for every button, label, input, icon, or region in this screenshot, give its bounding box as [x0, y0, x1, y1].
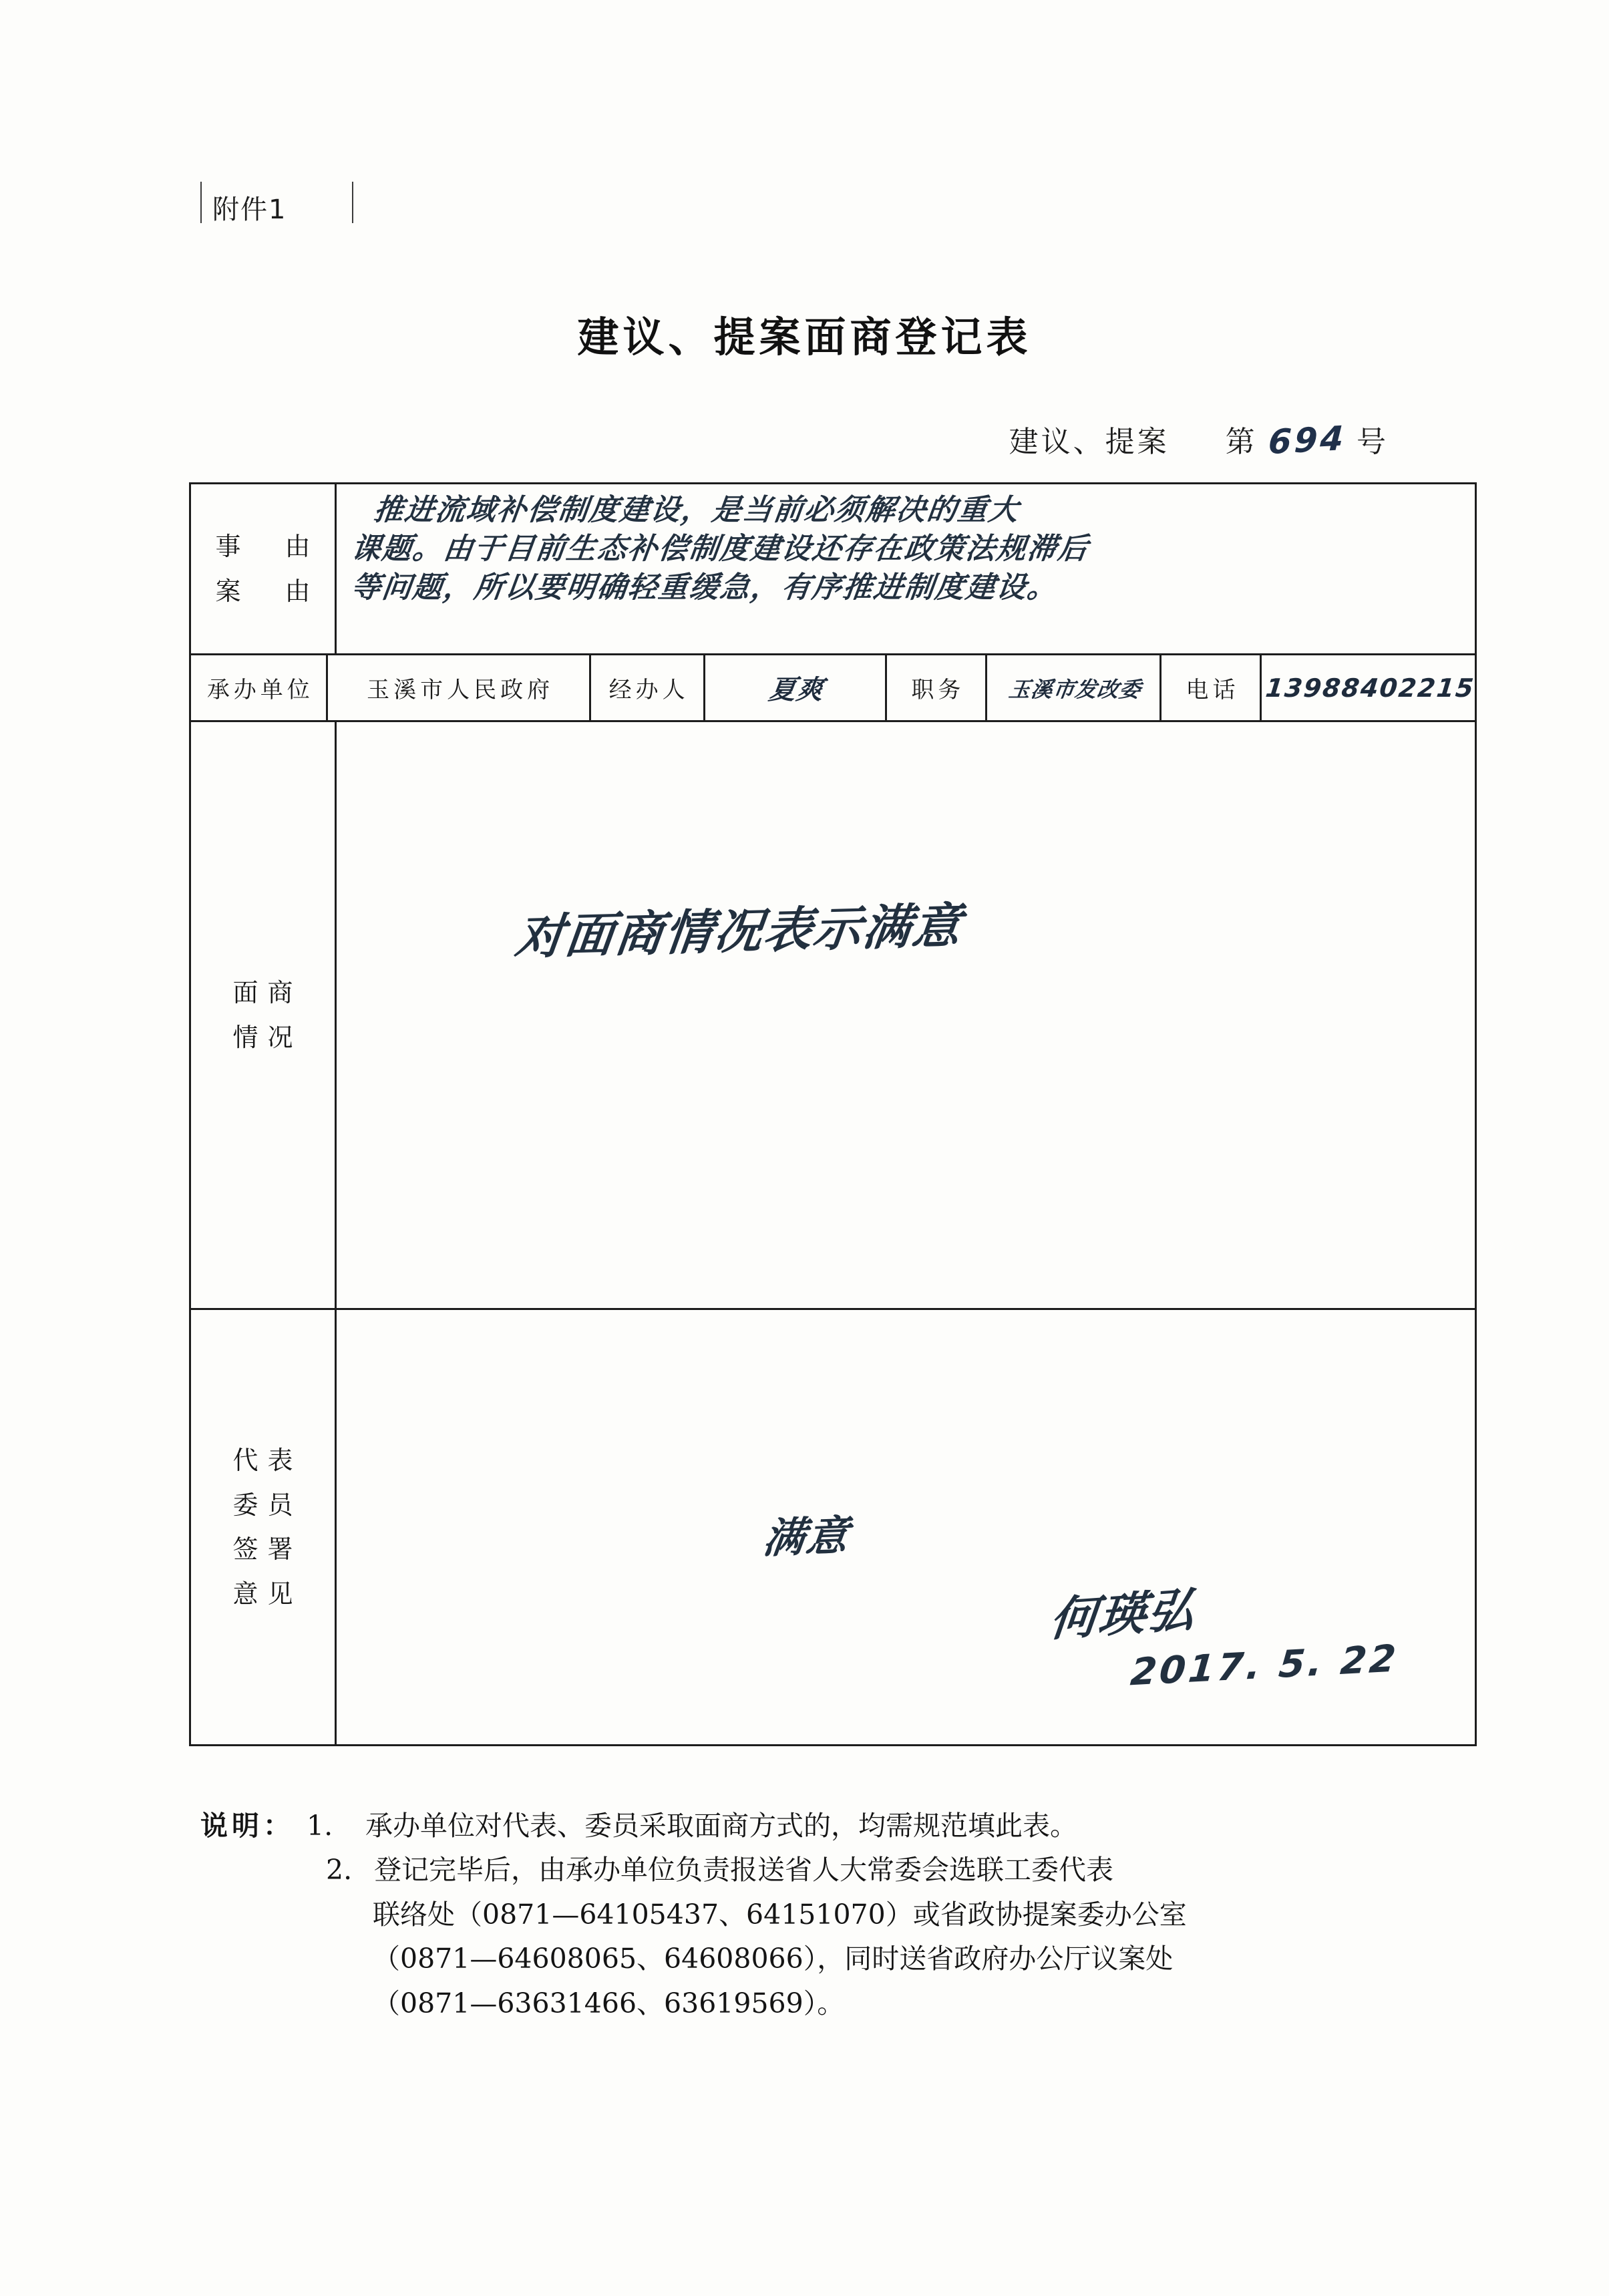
notes-heading: 说明：: [200, 1810, 295, 1842]
meeting-label-line1: 面商: [232, 978, 303, 1007]
signature-label-line1: 代表: [232, 1446, 303, 1475]
proposal-number-line: [1009, 418, 1389, 460]
signature-label-line2: 委员: [232, 1490, 303, 1520]
handler-handwriting: 夏爽: [767, 675, 826, 705]
proposal-number-value: 694: [1267, 418, 1347, 462]
signature-label-line4: 意见: [232, 1579, 303, 1609]
signature-name-handwriting: 何瑛弘: [1047, 1582, 1199, 1647]
note-item: [373, 1893, 1509, 1937]
meeting-label: [191, 722, 337, 1308]
note-item: [373, 1981, 1509, 2025]
signature-opinion-handwriting: 满意: [760, 1510, 853, 1563]
note-text-2-1: 登记完毕后，由承办单位负责报送省人大常委会选联工委代表: [374, 1854, 1113, 1887]
reason-label-line2: 案 由: [215, 576, 320, 606]
note-number-2: 2.: [326, 1854, 353, 1887]
reason-content: [337, 484, 1475, 653]
table-row-reason: [191, 484, 1475, 655]
note-number-1: 1.: [307, 1810, 333, 1842]
reason-handwriting-line-3: 等问题，所以要明确轻重缓急，有序推进制度建设。: [349, 570, 1061, 605]
reason-label: [191, 484, 337, 653]
note-text-1-1: 承办单位对代表、委员采取面商方式的，均需规范填此表。: [365, 1810, 1077, 1842]
phone-handwriting: 13988402215: [1264, 673, 1477, 703]
position-label: 职务: [887, 655, 987, 720]
signature-date-handwriting: 2017. 5. 22: [1128, 1637, 1401, 1695]
reason-handwriting-line-1: 推进流域补偿制度建设，是当前必须解决的重大: [371, 493, 1022, 527]
note-item: [373, 1937, 1509, 1981]
signature-label-line3: 签署: [232, 1534, 303, 1564]
note-text-2-3: （0871—64608065、64608066），同时送省政府办公厅议案处: [373, 1943, 1174, 1975]
table-row-meeting: [191, 722, 1475, 1310]
table-row-signature: [191, 1310, 1475, 1744]
meeting-label-line2: 情况: [232, 1022, 303, 1052]
reason-label-line1: 事 由: [215, 532, 320, 561]
notes-section: [200, 1804, 1509, 2025]
proposal-number-suffix: 号: [1357, 425, 1389, 459]
unit-label: 承办单位: [191, 655, 328, 720]
handler-value: [705, 655, 887, 720]
note-text-2-4: （0871—63631466、63619569）。: [373, 1987, 845, 2019]
phone-value: [1262, 655, 1475, 720]
note-text-2-2: 联络处（0871—64105437、64151070）或省政协提案委办公室: [373, 1898, 1187, 1931]
table-row-unit: [191, 655, 1475, 722]
signature-label: [191, 1310, 337, 1744]
reason-handwriting-line-2: 课题。由于目前生态补偿制度建设还存在政策法规滞后: [349, 532, 1091, 566]
meeting-content: [337, 722, 1475, 1308]
position-handwriting: 玉溪市发改委: [1007, 676, 1143, 702]
attachment-label: 附件1: [212, 194, 287, 225]
meeting-handwriting: 对面商情况表示满意: [512, 897, 966, 965]
note-item: [200, 1804, 1509, 1848]
registration-table: [189, 482, 1477, 1746]
position-value: [987, 655, 1161, 720]
phone-label: 电话: [1161, 655, 1262, 720]
note-item: [326, 1848, 1509, 1892]
unit-value: 玉溪市人民政府: [328, 655, 591, 720]
handler-label: 经办人: [591, 655, 705, 720]
proposal-number-prefix: 建议、提案: [1009, 425, 1170, 459]
proposal-number-label: 第: [1225, 425, 1258, 459]
page-title: 建议、提案面商登记表: [577, 313, 1032, 361]
signature-content: [337, 1310, 1475, 1744]
